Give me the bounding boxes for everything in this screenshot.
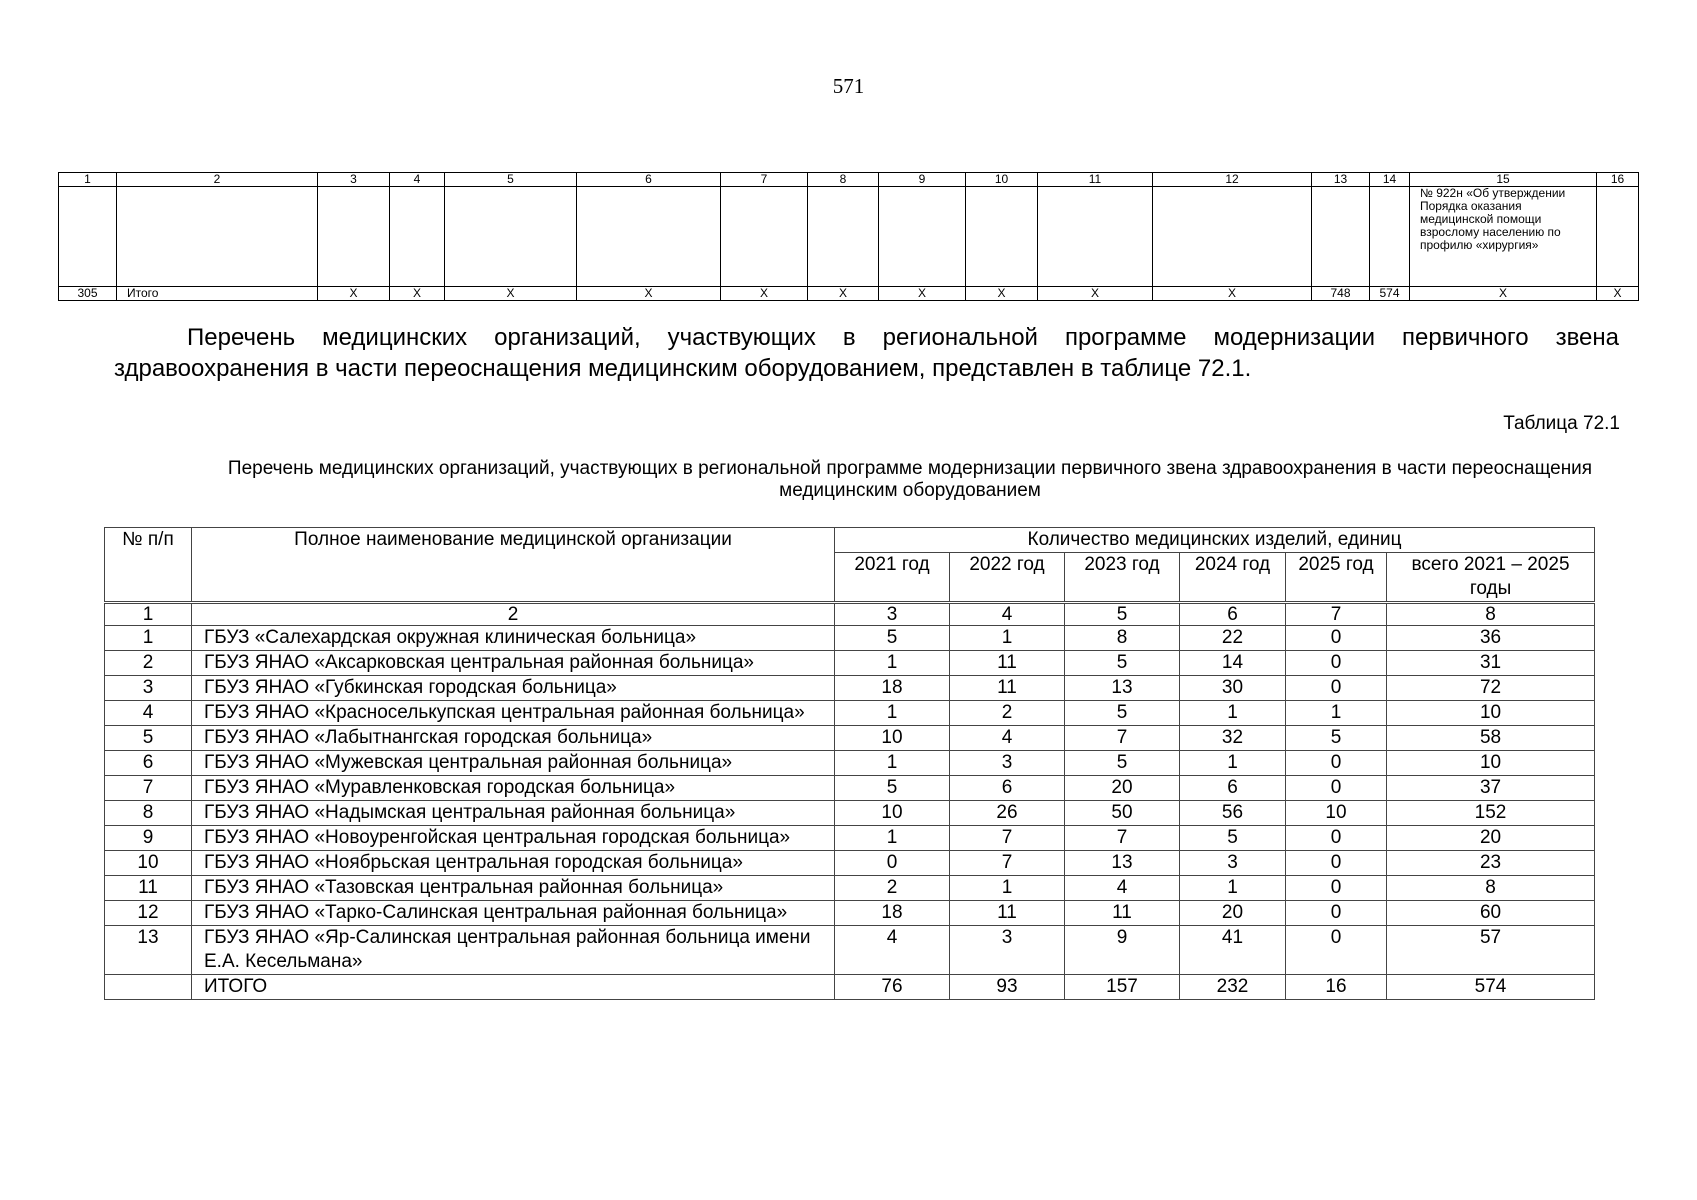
total-row [105,975,1595,1000]
page-number: 571 [832,74,865,98]
qty-2025: 0 [1286,851,1387,876]
table-label: Таблица 72.1 [1503,413,1620,434]
continuation-total-cell: X [577,287,721,301]
qty-total: 10 [1387,751,1595,776]
org-name: ГБУЗ ЯНАО «Аксарковская центральная районная больница» [192,651,835,676]
continuation-total-cell: X [390,287,445,301]
qty-2023: 5 [1065,751,1180,776]
continuation-total-cell: X [808,287,879,301]
qty-2025: 0 [1286,901,1387,926]
table-row [105,776,1595,801]
qty-2024: 20 [1180,901,1286,926]
continuation-cell [966,187,1038,287]
qty-2025: 10 [1286,801,1387,826]
qty-2025: 0 [1286,776,1387,801]
table-title: Перечень медицинских организаций, участвующих в региональной программе модернизации первичного звена здравоохранения в части переоснащения медицинским оборудованием [227,458,1593,501]
continuation-cell [1153,187,1312,287]
column-number-cell: 6 [1180,603,1286,626]
qty-2025: 16 [1286,975,1387,1000]
qty-2021: 10 [835,801,950,826]
qty-2025: 0 [1286,626,1387,651]
qty-2021: 0 [835,851,950,876]
qty-2023: 50 [1065,801,1180,826]
qty-2021: 2 [835,876,950,901]
org-name: ГБУЗ ЯНАО «Яр-Салинская центральная районная больница имени Е.А. Кесельмана» [192,926,835,975]
table-row [105,901,1595,926]
qty-2025: 0 [1286,651,1387,676]
qty-2021: 76 [835,975,950,1000]
table-row [105,926,1595,975]
qty-2023: 7 [1065,826,1180,851]
qty-2024: 22 [1180,626,1286,651]
qty-2021: 4 [835,926,950,975]
qty-2025: 0 [1286,676,1387,701]
intro-paragraph: Перечень медицинских организаций, участвующих в региональной программе модернизации первичного звена здравоохранения в части переоснащения медицинским оборудованием, представлен в таблице 72.1. [114,324,1619,382]
table-row [105,701,1595,726]
qty-2021: 1 [835,751,950,776]
row-number: 8 [105,801,192,826]
qty-2022: 7 [950,826,1065,851]
org-name: ГБУЗ «Салехардская окружная клиническая больница» [192,626,835,651]
continuation-total-row [59,287,1639,301]
column-number-cell: 5 [1065,603,1180,626]
continuation-cell [808,187,879,287]
continuation-total-cell: X [721,287,808,301]
qty-2021: 1 [835,826,950,851]
org-name: ГБУЗ ЯНАО «Красноселькупская центральная районная больница» [192,701,835,726]
header-2024: 2024 год [1180,553,1286,603]
qty-total: 36 [1387,626,1595,651]
organizations-table-wrap [104,527,1594,1000]
qty-2024: 1 [1180,876,1286,901]
continuation-total-cell: X [1597,287,1639,301]
continuation-cell [1370,187,1410,287]
qty-total: 20 [1387,826,1595,851]
qty-2025: 1 [1286,701,1387,726]
continuation-header-cell: 8 [808,173,879,187]
qty-2024: 41 [1180,926,1286,975]
row-number: 6 [105,751,192,776]
qty-2025: 0 [1286,751,1387,776]
continuation-total-cell: 305 [59,287,117,301]
continuation-cell [390,187,445,287]
continuation-header-cell: 1 [59,173,117,187]
continuation-header-cell: 15 [1410,173,1597,187]
qty-total: 8 [1387,876,1595,901]
table-row [105,801,1595,826]
continuation-header-cell: 2 [117,173,318,187]
continuation-cell [1312,187,1370,287]
org-name: ГБУЗ ЯНАО «Губкинская городская больница» [192,676,835,701]
continuation-cell [577,187,721,287]
qty-2024: 1 [1180,701,1286,726]
qty-2022: 93 [950,975,1065,1000]
row-number: 3 [105,676,192,701]
header-name: Полное наименование медицинской организации [192,528,835,603]
qty-total: 60 [1387,901,1595,926]
continuation-header-cell: 6 [577,173,721,187]
row-number: 10 [105,851,192,876]
org-name: ГБУЗ ЯНАО «Тарко-Салинская центральная районная больница» [192,901,835,926]
continuation-total-cell: X [1153,287,1312,301]
qty-2024: 30 [1180,676,1286,701]
header-num: № п/п [105,528,192,603]
continuation-header-cell: 16 [1597,173,1639,187]
qty-2021: 1 [835,651,950,676]
qty-2024: 232 [1180,975,1286,1000]
table-row [105,676,1595,701]
continuation-header-cell: 9 [879,173,966,187]
qty-2023: 13 [1065,851,1180,876]
qty-2022: 1 [950,626,1065,651]
org-name: ГБУЗ ЯНАО «Новоуренгойская центральная городская больница» [192,826,835,851]
continuation-total-cell: 574 [1370,287,1410,301]
qty-total: 58 [1387,726,1595,751]
continuation-header-cell: 3 [318,173,390,187]
table-row [105,826,1595,851]
column-number-cell: 7 [1286,603,1387,626]
qty-total: 152 [1387,801,1595,826]
continuation-cell [1038,187,1153,287]
qty-2021: 18 [835,676,950,701]
continuation-header-cell: 14 [1370,173,1410,187]
qty-2023: 8 [1065,626,1180,651]
row-number [105,975,192,1000]
continuation-total-cell: X [1038,287,1153,301]
qty-2023: 4 [1065,876,1180,901]
continuation-header-cell: 11 [1038,173,1153,187]
qty-2023: 9 [1065,926,1180,975]
qty-2024: 3 [1180,851,1286,876]
org-name: ГБУЗ ЯНАО «Муравленковская городская больница» [192,776,835,801]
qty-2021: 5 [835,776,950,801]
column-number-cell: 4 [950,603,1065,626]
row-number: 11 [105,876,192,901]
continuation-total-cell: X [966,287,1038,301]
qty-2021: 1 [835,701,950,726]
org-name: ГБУЗ ЯНАО «Мужевская центральная районная больница» [192,751,835,776]
header-2025: 2025 год [1286,553,1387,603]
qty-2021: 18 [835,901,950,926]
row-number: 1 [105,626,192,651]
qty-2023: 11 [1065,901,1180,926]
qty-2025: 5 [1286,726,1387,751]
qty-2024: 14 [1180,651,1286,676]
qty-total: 57 [1387,926,1595,975]
qty-2022: 1 [950,876,1065,901]
continuation-cell [879,187,966,287]
qty-2022: 11 [950,676,1065,701]
qty-2023: 13 [1065,676,1180,701]
org-name: ГБУЗ ЯНАО «Тазовская центральная районная больница» [192,876,835,901]
qty-total: 10 [1387,701,1595,726]
column-number-row [105,603,1595,626]
qty-2024: 5 [1180,826,1286,851]
org-name: ГБУЗ ЯНАО «Лабытнангская городская больница» [192,726,835,751]
qty-2022: 6 [950,776,1065,801]
qty-2025: 0 [1286,876,1387,901]
row-number: 4 [105,701,192,726]
continuation-cell [117,187,318,287]
continuation-header-cell: 5 [445,173,577,187]
row-number: 2 [105,651,192,676]
qty-2022: 2 [950,701,1065,726]
org-name: ГБУЗ ЯНАО «Надымская центральная районная больница» [192,801,835,826]
row-number: 5 [105,726,192,751]
continuation-total-cell: X [879,287,966,301]
column-number-cell: 3 [835,603,950,626]
qty-total: 31 [1387,651,1595,676]
qty-2025: 0 [1286,826,1387,851]
column-number-cell: 1 [105,603,192,626]
organizations-table [104,527,1595,1000]
qty-total: 23 [1387,851,1595,876]
qty-total: 574 [1387,975,1595,1000]
header-total: всего 2021 – 2025 годы [1387,553,1595,603]
header-2022: 2022 год [950,553,1065,603]
qty-2023: 5 [1065,651,1180,676]
qty-2022: 26 [950,801,1065,826]
qty-2025: 0 [1286,926,1387,975]
continuation-note-row [59,187,1639,287]
qty-2022: 3 [950,751,1065,776]
table-row [105,726,1595,751]
org-name: ИТОГО [192,975,835,1000]
continuation-total-cell: 748 [1312,287,1370,301]
qty-2024: 6 [1180,776,1286,801]
continuation-table [58,172,1639,301]
row-number: 9 [105,826,192,851]
table-row [105,751,1595,776]
continuation-cell [721,187,808,287]
qty-2021: 10 [835,726,950,751]
continuation-note-cell: № 922н «Об утверждении Порядка оказания медицинской помощи взрослому населению по профилю «хирургия» [1410,187,1597,287]
qty-2022: 11 [950,901,1065,926]
qty-total: 37 [1387,776,1595,801]
row-number: 13 [105,926,192,975]
continuation-total-cell: X [318,287,390,301]
qty-total: 72 [1387,676,1595,701]
header-2021: 2021 год [835,553,950,603]
qty-2024: 1 [1180,751,1286,776]
continuation-header-cell: 4 [390,173,445,187]
continuation-cell [59,187,117,287]
table-row [105,851,1595,876]
column-number-cell: 2 [192,603,835,626]
row-number: 12 [105,901,192,926]
table-row [105,651,1595,676]
header-2023: 2023 год [1065,553,1180,603]
continuation-header-cell: 10 [966,173,1038,187]
qty-2024: 56 [1180,801,1286,826]
continuation-cell [318,187,390,287]
row-number: 7 [105,776,192,801]
qty-2023: 157 [1065,975,1180,1000]
continuation-total-cell: X [445,287,577,301]
continuation-cell [445,187,577,287]
table-row [105,876,1595,901]
continuation-header-row [59,173,1639,187]
continuation-total-cell: Итого [117,287,318,301]
continuation-total-cell: X [1410,287,1597,301]
qty-2022: 11 [950,651,1065,676]
qty-2023: 7 [1065,726,1180,751]
continuation-header-cell: 12 [1153,173,1312,187]
qty-2024: 32 [1180,726,1286,751]
continuation-header-cell: 13 [1312,173,1370,187]
header-quantity-group: Количество медицинских изделий, единиц [835,528,1595,553]
continuation-cell [1597,187,1639,287]
qty-2022: 3 [950,926,1065,975]
qty-2021: 5 [835,626,950,651]
qty-2023: 5 [1065,701,1180,726]
qty-2022: 7 [950,851,1065,876]
org-name: ГБУЗ ЯНАО «Ноябрьская центральная городская больница» [192,851,835,876]
table-row [105,626,1595,651]
continuation-header-cell: 7 [721,173,808,187]
qty-2022: 4 [950,726,1065,751]
qty-2023: 20 [1065,776,1180,801]
column-number-cell: 8 [1387,603,1595,626]
